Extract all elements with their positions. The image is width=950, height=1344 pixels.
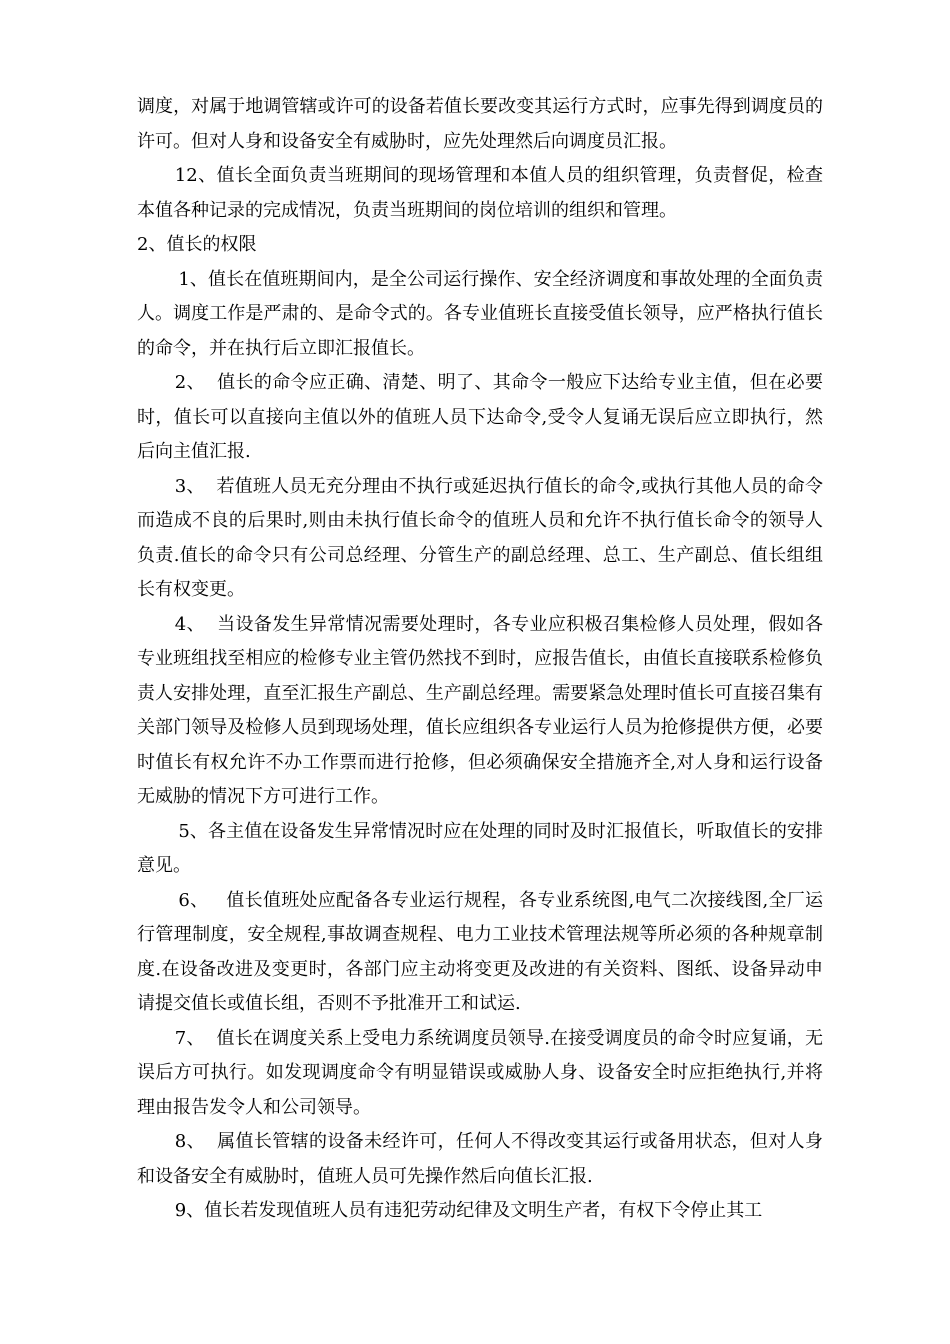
- paragraph-authority-5: 5、各主值在设备发生异常情况时应在处理的同时及时汇报值长，听取值长的安排意见。: [137, 820, 823, 876]
- paragraph-authority-8: 8、 属值长管辖的设备未经许可，任何人不得改变其运行或备用状态，但对人身和设备安全有威胁时，值班人员可先操作然后向值长汇报.: [137, 1131, 823, 1187]
- paragraph-continuation-item-11: 调度，对属于地调管辖或许可的设备若值长要改变其运行方式时，应事先得到调度员的许可。但对人身和设备安全有威胁时，应先处理然后向调度员汇报。: [137, 96, 823, 152]
- paragraph-authority-3: 3、 若值班人员无充分理由不执行或延迟执行值长的命令,或执行其他人员的命令而造成不良的后果时,则由未执行值长命令的值班人员和允许不执行值长命令的领导人负责.值长的命令只有公司总经理、分管生产的副总经理、总工、生产副总、值长组组长有权变更。: [137, 475, 823, 600]
- paragraph-authority-9: 9、值长若发现值班人员有违犯劳动纪律及文明生产者，有权下令停止其工: [174, 1200, 763, 1221]
- document-body: [137, 90, 823, 1229]
- paragraph-authority-2: 2、 值长的命令应正确、清楚、明了、其命令一般应下达给专业主值，但在必要时，值长可以直接向主值以外的值班人员下达命令,受令人复诵无误后应立即执行，然后向主值汇报.: [137, 372, 823, 462]
- paragraph-authority-4: 4、 当设备发生异常情况需要处理时，各专业应积极召集检修人员处理，假如各专业班组找至相应的检修专业主管仍然找不到时，应报告值长，由值长直接联系检修负责人安排处理，直至汇报生产副总、生产副总经理。需要紧急处理时值长可直接召集有关部门领导及检修人员到现场处理，值长应组织各专业运行人员为抢修提供方便，必要时值长有权允许不办工作票而进行抢修，但必须确保安全措施齐全,对人身和运行设备无威胁的情况下方可进行工作。: [137, 613, 823, 807]
- paragraph-authority-6: 6、 值长值班处应配备各专业运行规程，各专业系统图,电气二次接线图,全厂运行管理制度，安全规程,事故调查规程、电力工业技术管理法规等所必须的各种规章制度.在设备改进及变更时，各部门应主动将变更及改进的有关资料、图纸、设备异动申请提交值长或值长组，否则不予批准开工和试运.: [137, 889, 823, 1014]
- paragraph-authority-7: 7、 值长在调度关系上受电力系统调度员领导.在接受调度员的命令时应复诵，无误后方可执行。如发现调度命令有明显错误或威胁人身、设备安全时应拒绝执行,并将理由报告发令人和公司领导。: [137, 1027, 823, 1118]
- paragraph-authority-1: 1、值长在值班期间内，是全公司运行操作、安全经济调度和事故处理的全面负责人。调度工作是严肃的、是命令式的。各专业值班长直接受值长领导，应严格执行值长的命令，并在执行后立即汇报值长。: [137, 268, 823, 359]
- section-heading-authority: 2、值长的权限: [137, 234, 257, 255]
- paragraph-item-12: 12、值长全面负责当班期间的现场管理和本值人员的组织管理，负责督促，检查本值各种记录的完成情况，负责当班期间的岗位培训的组织和管理。: [137, 165, 823, 221]
